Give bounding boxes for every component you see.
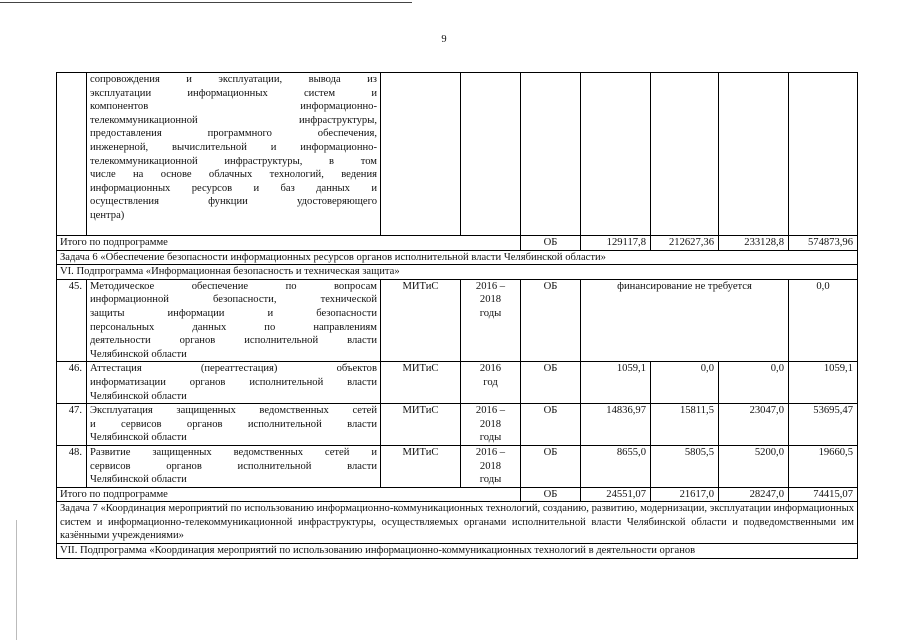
top-rule bbox=[0, 2, 412, 3]
years-line: 2016 bbox=[479, 363, 502, 375]
source-cell: ОБ bbox=[521, 362, 581, 404]
years-cell bbox=[461, 73, 521, 236]
value-cell: 0,0 bbox=[719, 362, 789, 404]
num-cell bbox=[57, 73, 87, 236]
scan-edge bbox=[16, 520, 17, 640]
description-cell bbox=[87, 404, 381, 446]
years-cell bbox=[461, 362, 521, 404]
description-cell bbox=[87, 362, 381, 404]
value-cell: 1059,1 bbox=[789, 362, 858, 404]
value-cell: 129117,8 bbox=[581, 236, 651, 251]
years-cell bbox=[461, 445, 521, 487]
funding-note: финансирование не требуется bbox=[581, 279, 789, 362]
desc-line: Развитие защищенных ведомственных сетей и bbox=[90, 446, 377, 458]
description-cell bbox=[87, 445, 381, 487]
value-cell: 1059,1 bbox=[581, 362, 651, 404]
table-row bbox=[57, 362, 858, 404]
table-row-subprogram bbox=[57, 265, 858, 280]
executor-cell: МИТиС bbox=[381, 404, 461, 446]
value-cell: 15811,5 bbox=[651, 404, 719, 446]
num-cell: 48. bbox=[57, 445, 87, 487]
table-row bbox=[57, 445, 858, 487]
num-cell: 45. bbox=[57, 279, 87, 362]
desc-line: эксплуатации информационных систем и bbox=[90, 87, 377, 99]
table-row-task bbox=[57, 502, 858, 544]
desc-line: Аттестация (переаттестация) объектов bbox=[90, 363, 377, 375]
years-line: 2016 – bbox=[475, 446, 506, 458]
desc-line: инженерной, вычислительной и информационно- bbox=[90, 141, 377, 153]
value-cell: 0,0 bbox=[789, 279, 858, 362]
value-cell: 53695,47 bbox=[789, 404, 858, 446]
value-cell: 74415,07 bbox=[789, 487, 858, 502]
executor-cell bbox=[381, 73, 461, 236]
value-cell bbox=[719, 73, 789, 236]
years-line: 2018 bbox=[479, 418, 502, 430]
value-cell: 233128,8 bbox=[719, 236, 789, 251]
years-line: 2018 bbox=[479, 294, 502, 306]
desc-line: информационных ресурсов и баз данных и bbox=[90, 182, 377, 194]
table-row-subprogram bbox=[57, 544, 858, 559]
desc-line: и сервисов органов исполнительной власти bbox=[90, 418, 377, 430]
desc-line: осуществления функции удостоверяющего bbox=[90, 196, 377, 208]
value-cell: 23047,0 bbox=[719, 404, 789, 446]
desc-line: сопровождения и эксплуатации, вывода из bbox=[90, 74, 377, 85]
desc-line: предоставления программного обеспечения, bbox=[90, 128, 377, 140]
num-cell: 46. bbox=[57, 362, 87, 404]
source-cell: ОБ bbox=[521, 404, 581, 446]
program-table bbox=[56, 72, 858, 559]
executor-cell: МИТиС bbox=[381, 362, 461, 404]
desc-line: центра) bbox=[90, 209, 125, 221]
value-cell: 21617,0 bbox=[651, 487, 719, 502]
value-cell: 0,0 bbox=[651, 362, 719, 404]
num-cell: 47. bbox=[57, 404, 87, 446]
years-cell bbox=[461, 279, 521, 362]
years-cell bbox=[461, 404, 521, 446]
source-cell bbox=[521, 73, 581, 236]
desc-line: Челябинской области bbox=[90, 432, 187, 444]
desc-line: Челябинской области bbox=[90, 390, 187, 402]
years-line: годы bbox=[479, 432, 502, 444]
total-label: Итого по подпрограмме bbox=[57, 236, 521, 251]
description-cell bbox=[87, 73, 381, 236]
years-line: год bbox=[483, 376, 498, 388]
desc-line: телекоммуникационной инфраструктуры, в том bbox=[90, 155, 377, 167]
subprogram-heading: VII. Подпрограмма «Координация мероприятий по использованию информационно-коммуникационных технологий в деятельности органов bbox=[57, 544, 858, 559]
years-line: годы bbox=[479, 474, 502, 486]
desc-line: Челябинской области bbox=[90, 474, 187, 486]
task-heading: Задача 7 «Координация мероприятий по использованию информационно-коммуникационных технологий, созданию, развитию, модернизации, эксплуатации информационных систем и информационно-телекоммуникационной инфраструктуры, осуществляемых органами исполнительной власти Челябинской области и подведомственными им казёнными учреждениями» bbox=[57, 502, 858, 544]
task-heading: Задача 6 «Обеспечение безопасности информационных ресурсов органов исполнительной власти Челябинской области» bbox=[57, 250, 858, 265]
value-cell: 14836,97 bbox=[581, 404, 651, 446]
desc-line: компонентов информационно- bbox=[90, 101, 377, 113]
description-cell bbox=[87, 279, 381, 362]
value-cell: 19660,5 bbox=[789, 445, 858, 487]
desc-line: Челябинской области bbox=[90, 348, 187, 360]
value-cell: 212627,36 bbox=[651, 236, 719, 251]
source-cell: ОБ bbox=[521, 236, 581, 251]
value-cell: 5805,5 bbox=[651, 445, 719, 487]
value-cell bbox=[651, 73, 719, 236]
table-row bbox=[57, 404, 858, 446]
value-cell: 8655,0 bbox=[581, 445, 651, 487]
table-row-task bbox=[57, 250, 858, 265]
value-cell: 28247,0 bbox=[719, 487, 789, 502]
desc-line: Методическое обеспечение по вопросам bbox=[90, 280, 377, 292]
source-cell: ОБ bbox=[521, 487, 581, 502]
desc-line: защиты информации и безопасности bbox=[90, 307, 377, 319]
source-cell: ОБ bbox=[521, 445, 581, 487]
table-row-total bbox=[57, 236, 858, 251]
desc-line: информационной безопасности, технической bbox=[90, 294, 377, 306]
table-row-total bbox=[57, 487, 858, 502]
value-cell: 5200,0 bbox=[719, 445, 789, 487]
subprogram-heading: VI. Подпрограмма «Информационная безопасность и техническая защита» bbox=[57, 265, 858, 280]
value-cell: 24551,07 bbox=[581, 487, 651, 502]
desc-line: числе на основе облачных технологий, ведения bbox=[90, 169, 377, 181]
desc-line: деятельности органов исполнительной власти bbox=[90, 335, 377, 347]
source-cell: ОБ bbox=[521, 279, 581, 362]
table-row-continuation bbox=[57, 73, 858, 236]
years-line: 2018 bbox=[479, 460, 502, 472]
executor-cell: МИТиС bbox=[381, 279, 461, 362]
years-line: 2016 – bbox=[475, 405, 506, 417]
years-line: годы bbox=[479, 307, 502, 319]
desc-line: информатизации органов исполнительной власти bbox=[90, 376, 377, 388]
value-cell: 574873,96 bbox=[789, 236, 858, 251]
value-cell bbox=[789, 73, 858, 236]
table-row bbox=[57, 279, 858, 362]
total-label: Итого по подпрограмме bbox=[57, 487, 521, 502]
page-number: 9 bbox=[441, 34, 447, 45]
years-line: 2016 – bbox=[475, 280, 506, 292]
executor-cell: МИТиС bbox=[381, 445, 461, 487]
desc-line: персональных данных по направлениям bbox=[90, 321, 377, 333]
desc-line: сервисов органов исполнительной власти bbox=[90, 460, 377, 472]
desc-line: телекоммуникационной инфраструктуры, bbox=[90, 114, 377, 126]
value-cell bbox=[581, 73, 651, 236]
desc-line: Эксплуатация защищенных ведомственных сетей bbox=[90, 405, 377, 417]
